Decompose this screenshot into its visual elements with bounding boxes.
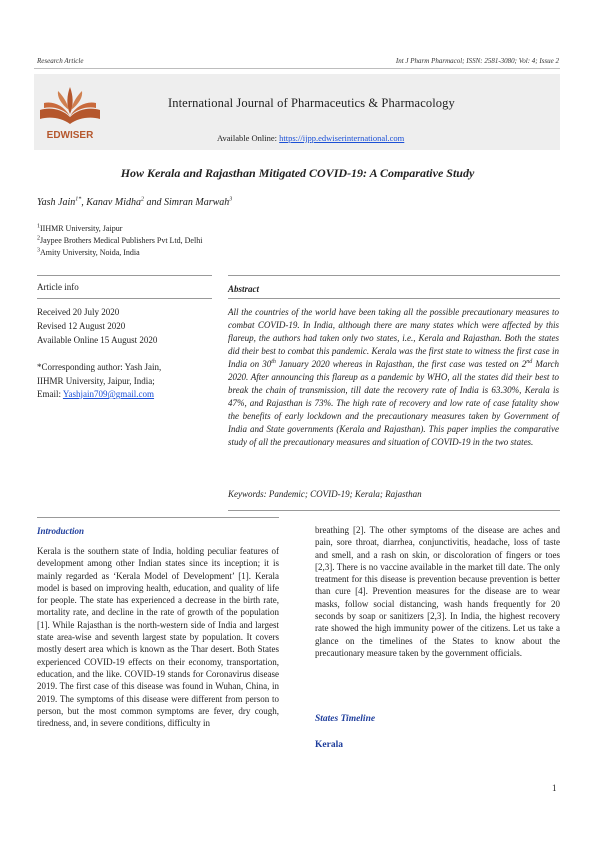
intro-right-column: breathing [2]. The other symptoms of the disease are aches and pain, sore throat, diarrhea, conjunctivitis, headache, loss of taste and smell, and a rash on skin, or discoloration of fingers or toes [2,3]. There is no vaccine available in the market till date. The only treatment for this disease is prevention because prevention is better than cure [4]. Prevention measures for the disease are to wear masks, follow social distancing, wash hands frequently for 20 seconds by soap or sanitizers [2,3]. In India, the highest recovery rate showed the high immunity power of the citizens. Let us take a glance on the timelines of the States to know about the precautionary measure taken by the government officials. (315, 525, 560, 658)
email-label: Email: (37, 389, 61, 399)
available-online-label: Available Online: (217, 133, 278, 143)
affiliation-text: IIHMR University, Jaipur (40, 224, 123, 233)
intro-left-column: Kerala is the southern state of India, holding peculiar features of development among other Indian states since its inception; it is mainly regarded as ‘Kerala Model of Development’ [1]. Kerala model is based on improving health, education, and quality of life for people. The state has experienced a decrease in the birth rate, mortality rate, and decline in the rate of growth of the population [1]. While Rajasthan is the north-western side of India and largest state area-wise and seventh largest state by population. It covers mostly desert area which is known as the Thar desert. Both States experienced COVID-19 effects on their economy, transportation, education, and the like. COVID-19 stands for Coronavirus disease 2019. The first case of this disease was found in Wuhan, China, in 2019. The symptoms of this disease were different from person to person, but the most common symptoms are fever, dry cough, tiredness, and, in severe conditions, difficulty in (37, 546, 279, 729)
author-sep: and (143, 197, 164, 208)
header-rule (34, 68, 560, 69)
abstract-rule-bottom (228, 510, 560, 511)
received-date: Received 20 July 2020 (37, 307, 120, 317)
author-sup: 1* (75, 196, 82, 203)
online-date: Available Online 15 August 2020 (37, 335, 158, 345)
svg-text:EDWISER: EDWISER (46, 130, 94, 141)
abstract-rule-mid (228, 298, 560, 299)
abstract-text (228, 306, 559, 448)
article-title: How Kerala and Rajasthan Mitigated COVID-19: A Comparative Study (120, 166, 475, 180)
ordinal-suffix: th (271, 358, 276, 365)
article-info-rule-mid (37, 298, 212, 299)
available-online (217, 133, 404, 143)
running-header-right: Int J Pharm Pharmacol; ISSN: 2581-3080; Vol: 4; Issue 2 (395, 57, 559, 65)
running-header-left: Research Article (37, 57, 84, 65)
states-timeline-heading: States Timeline (315, 714, 376, 724)
abstract-part: March 2020. After announcing this flareup as a pandemic by WHO, all the states did their best to break the chain of transmission, till date the recovery rate of India is 63.30%, Kerala is 47%, and Rajasthan is 73%. The high rate of recovery and low rate of case fatality show the benefits of early lockdown and the precautionary measures taken by Government of India and State governments (Kerala and Rajasthan). This paper implies the comparative study of all the precautionary measures and situation of COVID-19 in the two states. (228, 358, 559, 447)
kerala-heading: Kerala (315, 740, 343, 750)
affiliation-number: 3 (37, 247, 40, 254)
article-info-rule-top (37, 275, 212, 276)
affiliation (37, 248, 140, 257)
abstract-rule-top (228, 275, 560, 276)
affiliation-text: Amity University, Noida, India (40, 248, 140, 257)
introduction-heading: Introduction (37, 526, 85, 536)
book-logo-icon (36, 83, 104, 143)
keywords: Keywords: Pandemic; COVID-19; Kerala; Rajasthan (228, 489, 422, 499)
revised-date: Revised 12 August 2020 (37, 321, 126, 331)
author-sep: , (81, 197, 87, 208)
email-link[interactable]: Yashjain709@gmail.com (62, 389, 155, 399)
author-sup: 3 (229, 196, 233, 203)
edwiser-logo (36, 83, 104, 143)
article-info-heading: Article info (37, 282, 79, 292)
affiliation (37, 236, 202, 245)
author-name: Kanav Midha (86, 197, 141, 208)
affiliation-number: 1 (37, 223, 40, 230)
intro-rule (37, 517, 279, 518)
abstract-part: All the countries of the world have been taking all the possible precautionary measures to combat COVID-19. In India, although there are many states which were affected by this flareup, the authors had taken only two states, i.e., Kerala and Rajasthan. Both the states did their best to combat this pandemic. Kerala was the first state to witness the first case in India on 30 (228, 307, 559, 369)
corresponding-affiliation: IIHMR University, Jaipur, India; (37, 376, 155, 386)
journal-name: International Journal of Pharmaceutics & Pharmacology (168, 96, 455, 110)
page-number: 1 (552, 783, 557, 793)
ordinal-suffix: nd (526, 358, 533, 365)
abstract-part: January 2020 whereas in Rajasthan, the first case was tested on 2 (275, 358, 527, 369)
affiliation-number: 2 (37, 235, 40, 242)
author-name: Yash Jain (37, 197, 76, 208)
affiliation-text: Jaypee Brothers Medical Publishers Pvt Ltd, Delhi (40, 236, 203, 245)
corresponding-author: *Corresponding author: Yash Jain, (37, 362, 162, 372)
journal-url-link[interactable]: https://ijpp.edwiserinternational.com (279, 133, 405, 143)
author-list (37, 197, 232, 208)
author-name: Simran Marwah (163, 197, 230, 208)
author-sup: 2 (140, 196, 144, 203)
affiliation (37, 224, 122, 233)
abstract-heading: Abstract (228, 284, 260, 294)
email-line (37, 389, 154, 399)
